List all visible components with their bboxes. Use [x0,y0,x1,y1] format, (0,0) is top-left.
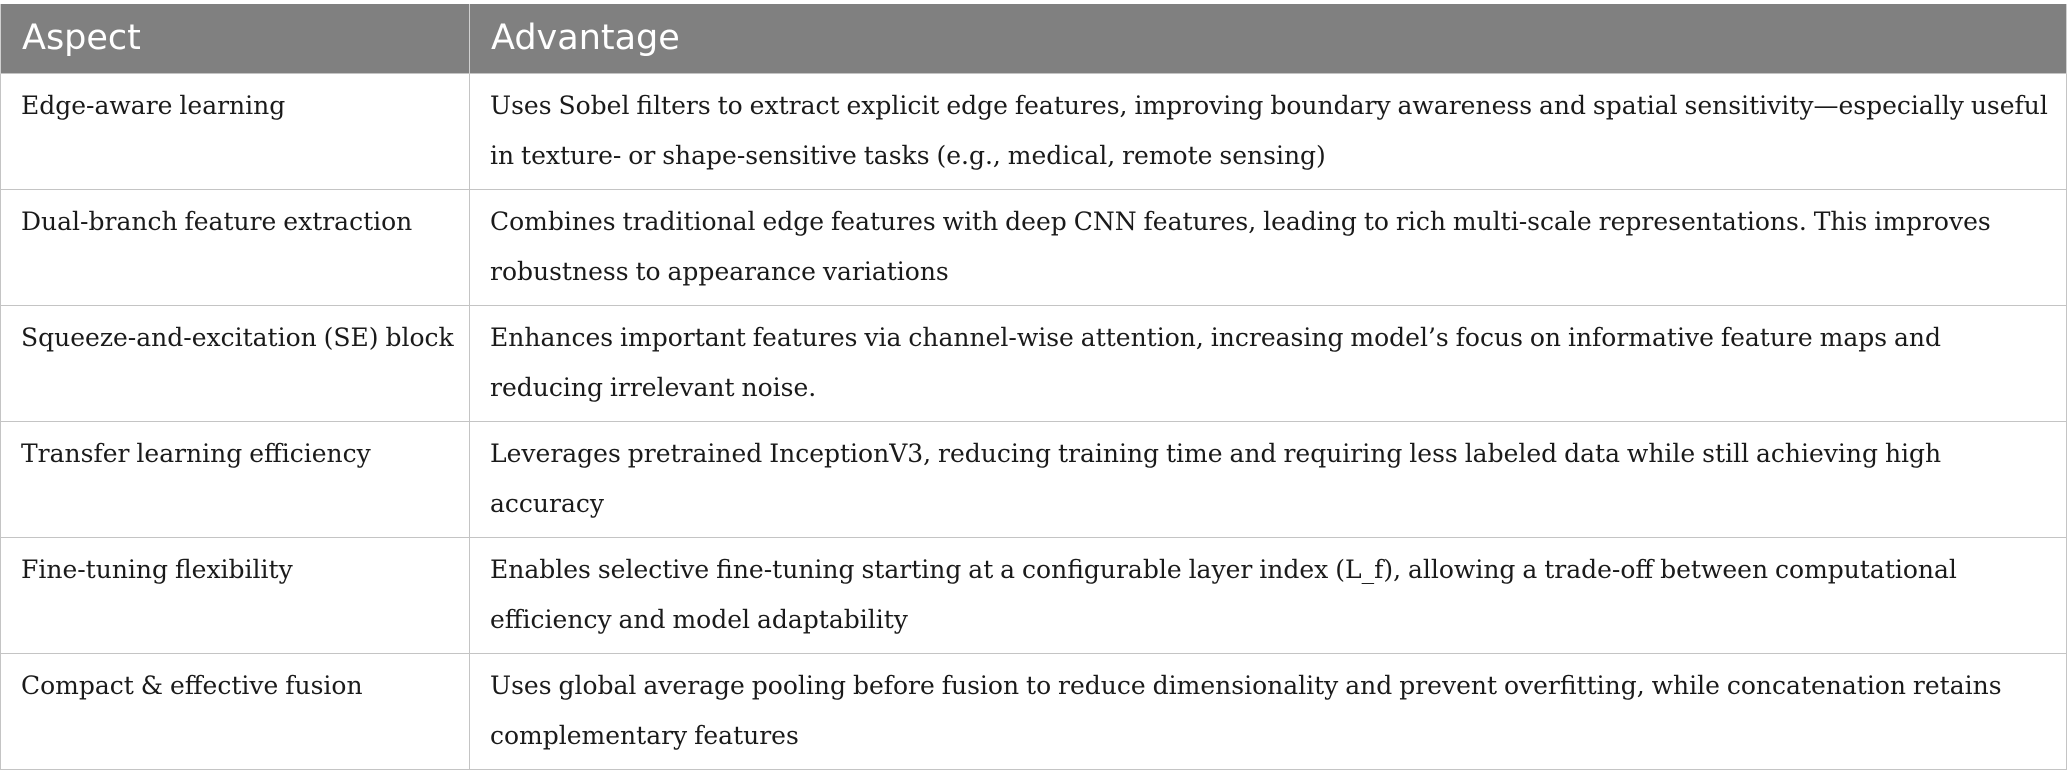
aspect-cell: Transfer learning efficiency [1,421,470,537]
aspect-cell: Squeeze-and-excitation (SE) block [1,305,470,421]
table-row [1,421,2067,537]
table-row [1,305,2067,421]
table-row [1,189,2067,305]
table-row [1,537,2067,653]
aspect-cell: Compact & effective fusion [1,653,470,769]
advantage-cell: Enhances important features via channel-wise attention, increasing model’s focus on informative feature maps and reducing irrelevant noise. [470,305,2067,421]
advantage-cell: Enables selective fine-tuning starting at a configurable layer index (L_f), allowing a trade-off between computational efficiency and model adaptability [470,537,2067,653]
header-advantage: Advantage [470,4,2067,73]
aspect-cell: Fine-tuning flexibility [1,537,470,653]
advantage-cell: Leverages pretrained InceptionV3, reducing training time and requiring less labeled data while still achieving high accuracy [470,421,2067,537]
table-row [1,653,2067,769]
table-body [1,73,2067,769]
advantages-table-container [0,4,2066,770]
advantages-table [0,4,2067,770]
advantage-cell: Uses Sobel filters to extract explicit edge features, improving boundary awareness and spatial sensitivity—especially useful in texture- or shape-sensitive tasks (e.g., medical, remote sensing) [470,73,2067,189]
header-aspect: Aspect [1,4,470,73]
table-header [1,4,2067,73]
aspect-cell: Dual-branch feature extraction [1,189,470,305]
header-row [1,4,2067,73]
advantage-cell: Uses global average pooling before fusion to reduce dimensionality and prevent overfitting, while concatenation retains complementary features [470,653,2067,769]
advantage-cell: Combines traditional edge features with deep CNN features, leading to rich multi-scale representations. This improves robustness to appearance variations [470,189,2067,305]
table-row [1,73,2067,189]
aspect-cell: Edge-aware learning [1,73,470,189]
